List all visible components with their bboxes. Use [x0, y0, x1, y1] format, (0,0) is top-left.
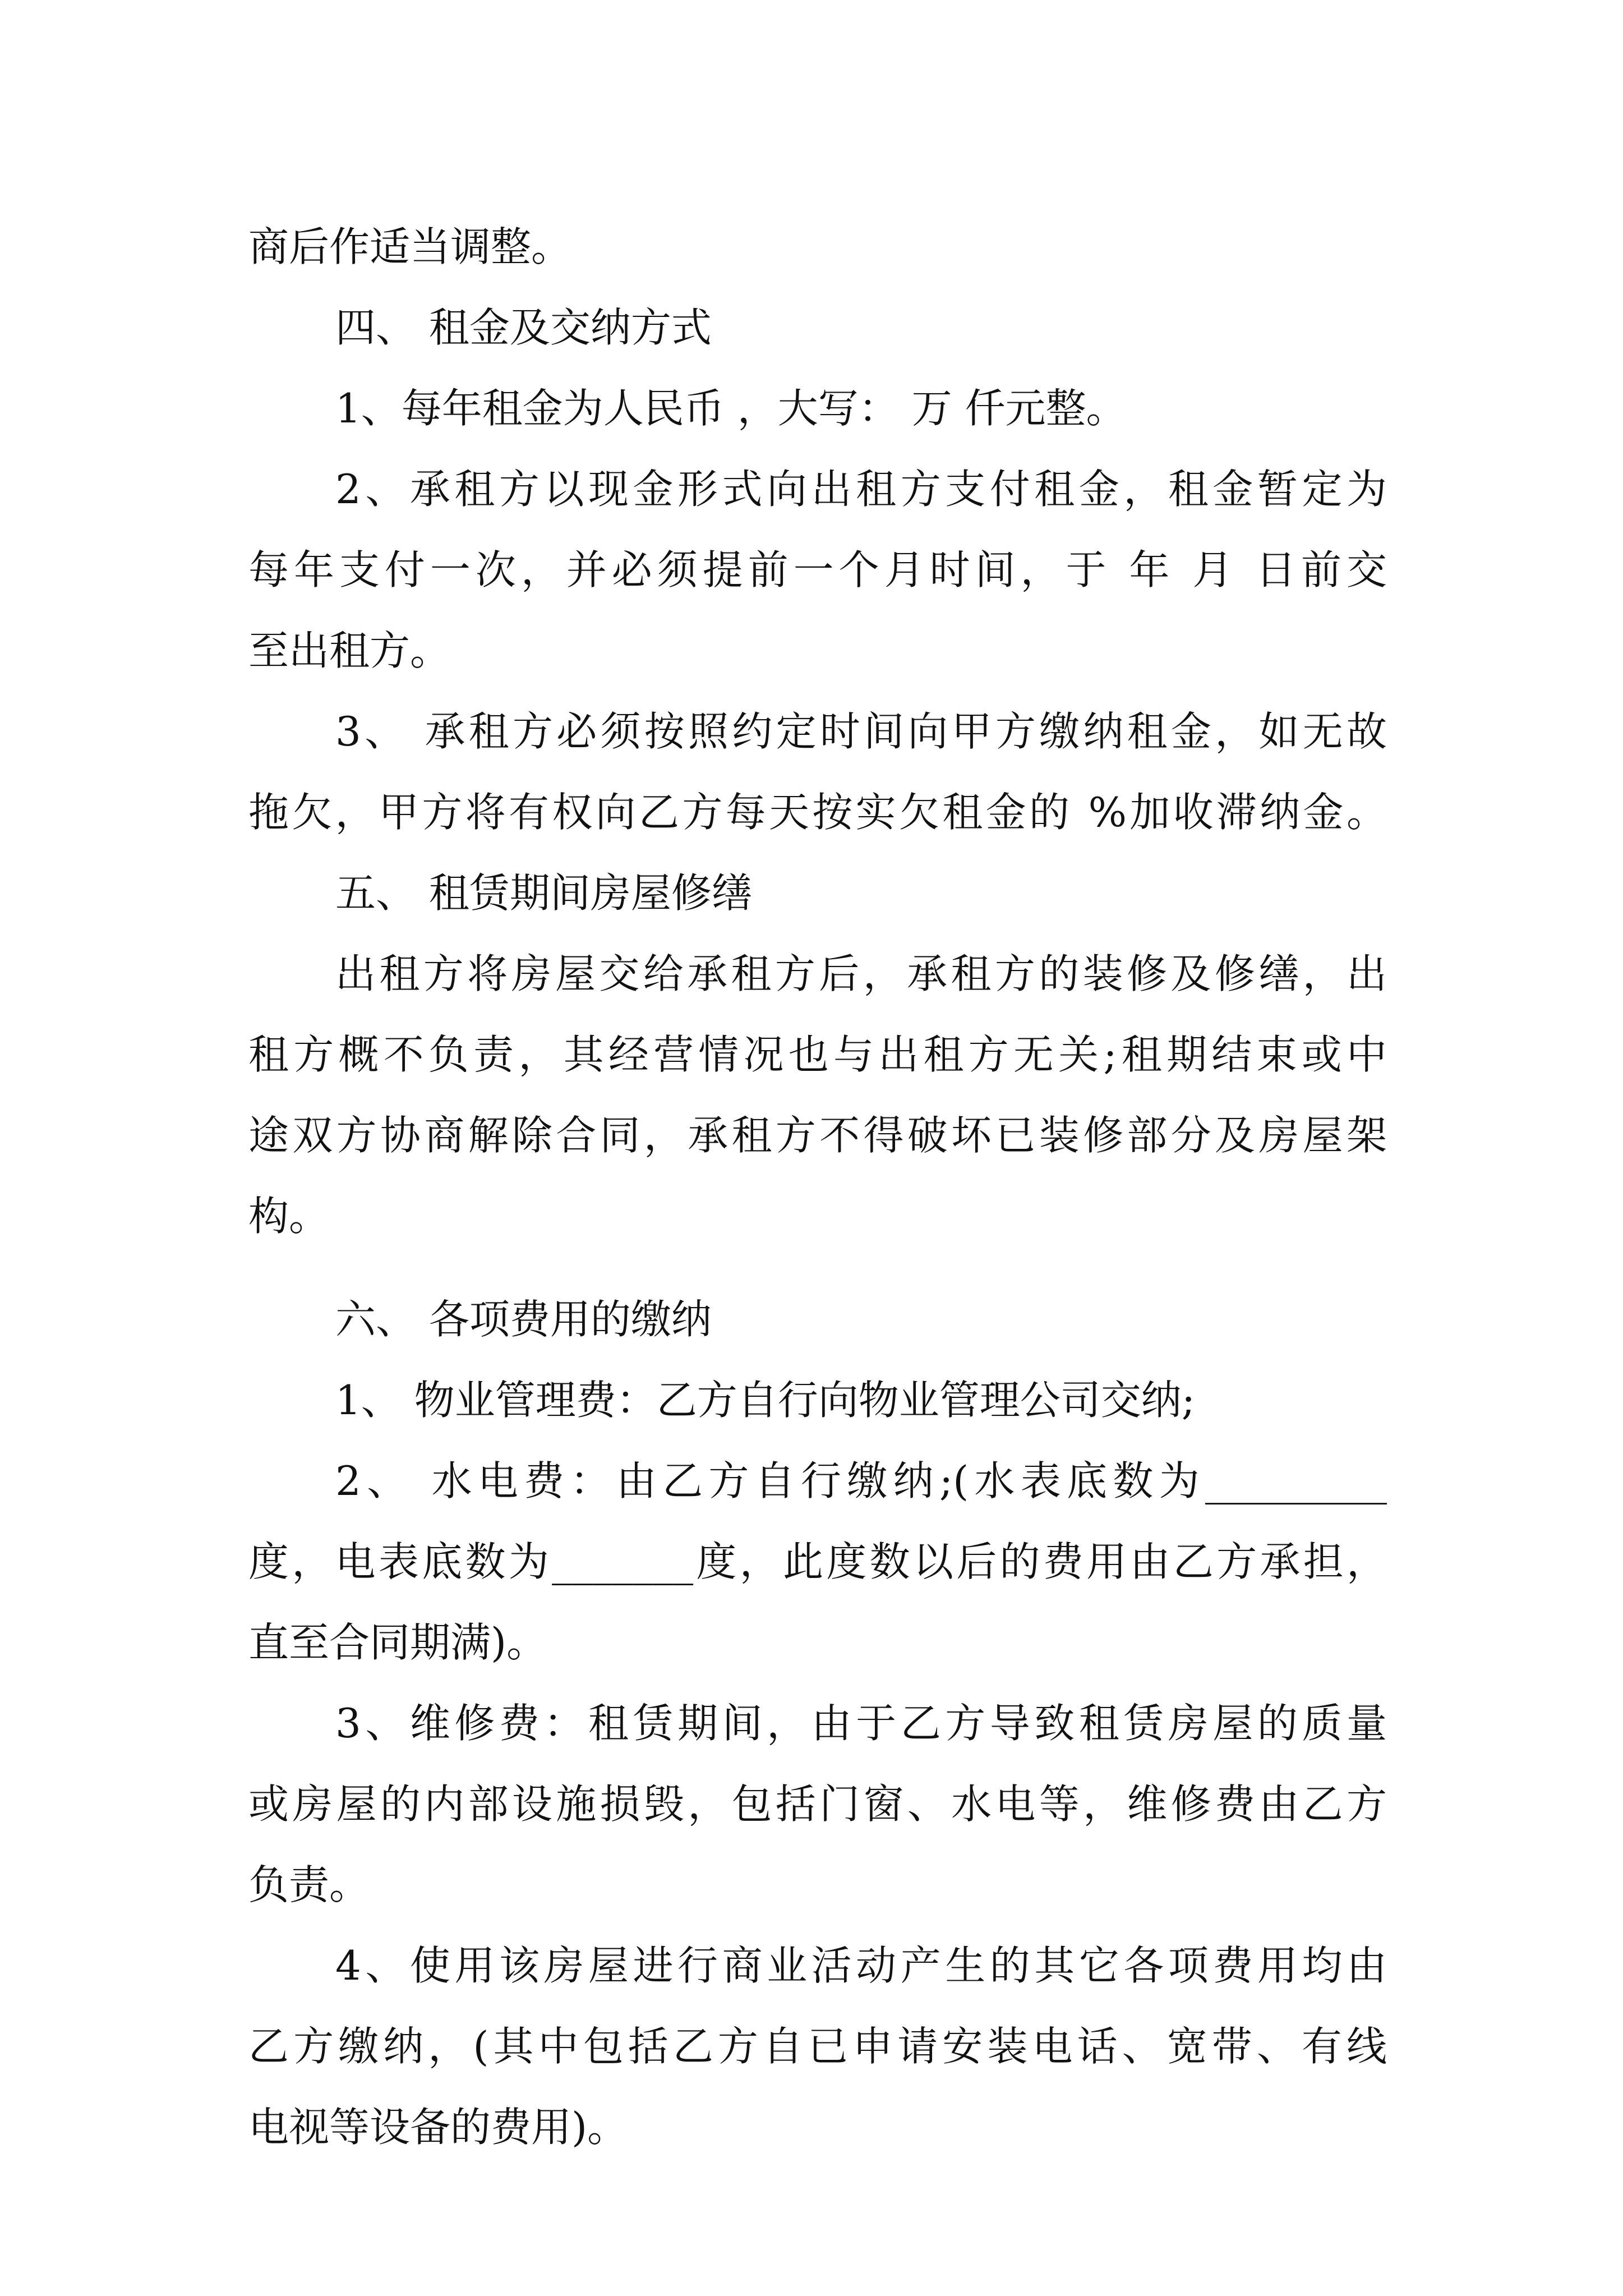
document-body	[248, 206, 1387, 2168]
text-line: 3、 承租方必须按照约定时间向甲方缴纳租金，如无故	[335, 708, 1387, 755]
text-line: 出租方将房屋交给承租方后，承租方的装修及修缮，出	[335, 950, 1387, 997]
text-line: 3、维修费：租赁期间，由于乙方导致租赁房屋的质量	[335, 1700, 1387, 1747]
text-line: 途双方协商解除合同，承租方不得破坏已装修部分及房屋架	[248, 1112, 1387, 1159]
text-line: 1、每年租金为人民币 ，大写： 万 仟元整。	[335, 385, 1127, 432]
text-line: 直至合同期满)。	[248, 1619, 547, 1666]
text-line: 负责。	[248, 1861, 370, 1908]
text-line: 构。	[248, 1193, 330, 1240]
text-line: 拖欠，甲方将有权向乙方每天按实欠租金的 %加收滞纳金。	[248, 789, 1387, 836]
text-line: 2、承租方以现金形式向出租方支付租金，租金暂定为	[335, 466, 1387, 513]
text-line: 乙方缴纳，(其中包括乙方自已申请安装电话、宽带、有线	[248, 2023, 1387, 2070]
text-line: 或房屋的内部设施损毁，包括门窗、水电等，维修费由乙方	[248, 1780, 1387, 1828]
text-line: 度，电表底数为_______度，此度数以后的费用由乙方承担，	[248, 1538, 1387, 1585]
section-heading-4: 四、 租金及交纳方式	[335, 304, 712, 351]
paragraph-gap	[248, 1257, 1387, 1279]
text-line: 租方概不负责，其经营情况也与出租方无关;租期结束或中	[248, 1031, 1387, 1078]
text-line: 至出租方。	[248, 627, 451, 674]
section-heading-5: 五、 租赁期间房屋修缮	[335, 869, 752, 917]
text-line: 商后作适当调整。	[248, 223, 572, 270]
text-line: 1、 物业管理费：乙方自行向物业管理公司交纳;	[335, 1377, 1195, 1424]
section-heading-6: 六、 各项费用的缴纳	[335, 1296, 712, 1343]
text-line: 每年支付一次，并必须提前一个月时间，于 年 月 日前交	[248, 546, 1387, 593]
text-line: 4、使用该房屋进行商业活动产生的其它各项费用均由	[335, 1942, 1387, 1989]
text-line: 2、 水电费：由乙方自行缴纳;(水表底数为_________	[335, 1457, 1387, 1504]
text-line: 电视等设备的费用)。	[248, 2104, 628, 2151]
